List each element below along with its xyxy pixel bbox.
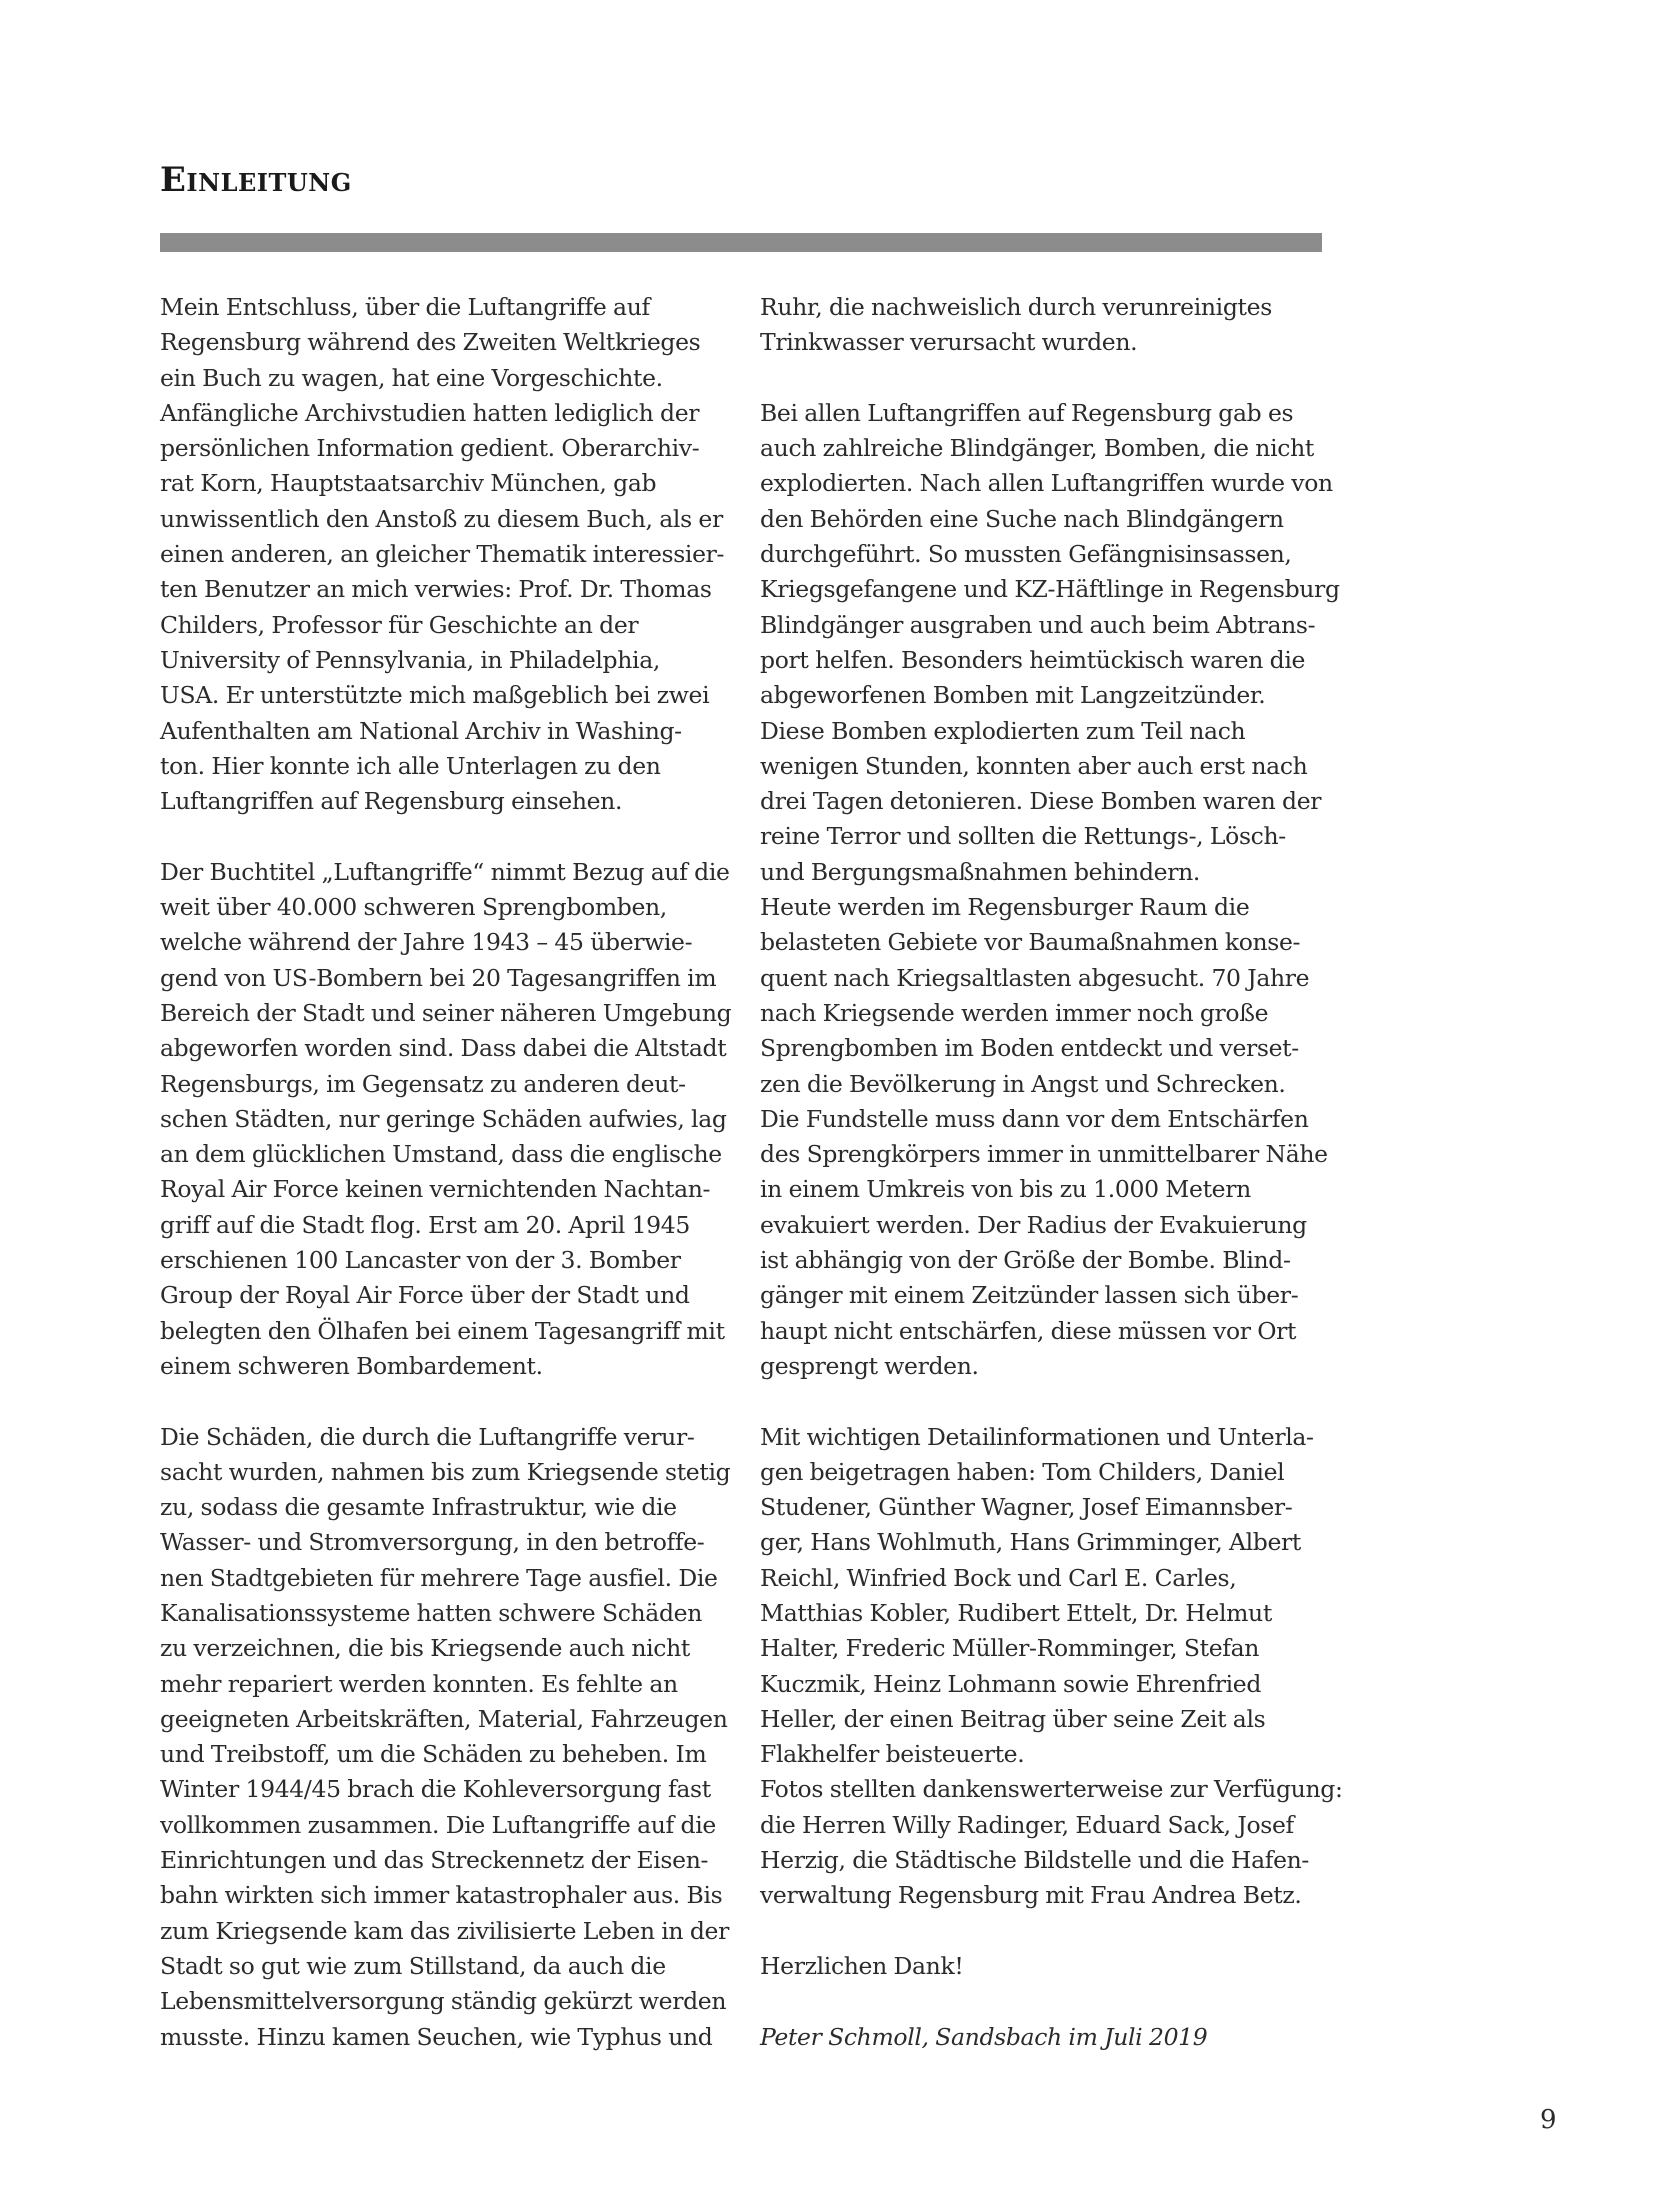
text-line: Regensburg während des Zweiten Weltkrieges — [160, 328, 701, 357]
text-line: nen Stadtgebieten für mehrere Tage ausfiel. Die — [160, 1563, 718, 1592]
text-line: wenigen Stunden, konnten aber auch erst nach — [760, 751, 1308, 780]
text-line: Trinkwasser verursacht wurden. — [760, 328, 1138, 357]
text-line: Mein Entschluss, über die Luftangriffe auf — [160, 293, 650, 321]
text-line: und Treibstoff, um die Schäden zu beheben. Im — [160, 1740, 707, 1769]
text-line: musste. Hinzu kamen Seuchen, wie Typhus und — [160, 2022, 713, 2051]
text-line: explodierten. Nach allen Luftangriffen wurde von — [760, 469, 1333, 498]
text-line: evakuiert werden. Der Radius der Evakuierung — [760, 1210, 1307, 1239]
text-line: welche während der Jahre 1943 – 45 überwie- — [160, 928, 693, 957]
text-line: zu, sodass die gesamte Infrastruktur, wie die — [160, 1493, 677, 1522]
text-line: port helfen. Besonders heimtückisch waren die — [760, 645, 1306, 674]
text-line: an dem glücklichen Umstand, dass die englische — [160, 1140, 722, 1169]
text-line: Die Schäden, die durch die Luftangriffe verur- — [160, 1422, 695, 1451]
left-column — [160, 290, 740, 2055]
text-line: Kriegsgefangene und KZ-Häftlinge in Regensburg — [760, 575, 1340, 604]
text-line: Herzlichen Dank! — [760, 1951, 964, 1980]
text-line: zen die Bevölkerung in Angst und Schrecken. — [760, 1069, 1286, 1098]
text-line: Kuczmik, Heinz Lohmann sowie Ehrenfried — [760, 1669, 1262, 1698]
paragraph — [760, 290, 1340, 361]
text-line: Fotos stellten dankenswerterweise zur Verfügung: — [760, 1775, 1343, 1804]
text-line: durchgeführt. So mussten Gefängnisinsassen, — [760, 540, 1292, 569]
text-line: vollkommen zusammen. Die Luftangriffe auf die — [160, 1810, 716, 1839]
text-line: schen Städten, nur geringe Schäden aufwies, lag — [160, 1104, 727, 1133]
text-line: Regensburgs, im Gegensatz zu anderen deut- — [160, 1069, 686, 1098]
text-line: Herzig, die Städtische Bildstelle und die Hafen- — [760, 1846, 1310, 1875]
text-line: USA. Er unterstützte mich maßgeblich bei zwei — [160, 681, 710, 710]
text-line: Heute werden im Regensburger Raum die — [760, 893, 1250, 922]
text-line: Winter 1944/45 brach die Kohleversorgung fast — [160, 1775, 711, 1804]
text-line: Der Buchtitel „Luftangriffe“ nimmt Bezug auf die — [160, 857, 730, 886]
paragraph — [760, 1420, 1343, 1914]
paragraph — [160, 290, 740, 819]
text-line: Aufenthalten am National Archiv in Washing- — [160, 716, 682, 745]
text-line: verwaltung Regensburg mit Frau Andrea Betz. — [760, 1881, 1302, 1910]
text-line: Kanalisationssysteme hatten schwere Schäden — [160, 1598, 702, 1627]
text-line: Bereich der Stadt und seiner näheren Umgebung — [160, 998, 732, 1027]
text-line: Mit wichtigen Detailinformationen und Unterla- — [760, 1422, 1314, 1451]
text-line: Luftangriffen auf Regensburg einsehen. — [160, 787, 623, 816]
text-line: Blindgänger ausgraben und auch beim Abtrans- — [760, 610, 1316, 639]
text-line: abgeworfen worden sind. Dass dabei die Altstadt — [160, 1034, 727, 1063]
text-line: in einem Umkreis von bis zu 1.000 Metern — [760, 1175, 1251, 1204]
text-line: Lebensmittelversorgung ständig gekürzt werden — [160, 1987, 727, 2016]
text-line: den Behörden eine Suche nach Blindgängern — [760, 504, 1284, 533]
text-line: reine Terror und sollten die Rettungs-, Lösch- — [760, 822, 1286, 851]
text-line: einen anderen, an gleicher Thematik interessier- — [160, 540, 725, 569]
text-line: Stadt so gut wie zum Stillstand, da auch die — [160, 1951, 666, 1980]
text-line: griff auf die Stadt flog. Erst am 20. April 1945 — [160, 1210, 690, 1239]
text-line: und Bergungsmaßnahmen behindern. — [760, 857, 1201, 886]
text-line: drei Tagen detonieren. Diese Bomben waren der — [760, 787, 1322, 816]
text-line: ist abhängig von der Größe der Bombe. Blind- — [760, 1246, 1291, 1275]
page-title: Einleitung — [160, 160, 352, 200]
text-line: Diese Bomben explodierten zum Teil nach — [760, 716, 1246, 745]
text-line: unwissentlich den Anstoß zu diesem Buch, als er — [160, 504, 723, 533]
text-line: abgeworfenen Bomben mit Langzeitzünder. — [760, 681, 1266, 710]
text-line: haupt nicht entschärfen, diese müssen vor Ort — [760, 1316, 1297, 1345]
text-line: Studener, Günther Wagner, Josef Eimannsber- — [760, 1493, 1293, 1522]
title-divider — [160, 233, 1322, 252]
text-line: quent nach Kriegsaltlasten abgesucht. 70 Jahre — [760, 963, 1310, 992]
text-line: zu verzeichnen, die bis Kriegsende auch nicht — [160, 1634, 690, 1663]
text-line: Royal Air Force keinen vernichtenden Nachtan- — [160, 1175, 711, 1204]
paragraph — [760, 1949, 1340, 1984]
text-line: gen beigetragen haben: Tom Childers, Daniel — [760, 1457, 1285, 1486]
text-line: ten Benutzer an mich verwies: Prof. Dr. Thomas — [160, 575, 712, 604]
text-line: University of Pennsylvania, in Philadelphia, — [160, 645, 660, 674]
text-line: Einrichtungen und das Streckennetz der Eisen- — [160, 1846, 709, 1875]
text-line: Ruhr, die nachweislich durch verunreinigtes — [760, 293, 1272, 321]
text-line: Matthias Kobler, Rudibert Ettelt, Dr. Helmut — [760, 1598, 1272, 1627]
paragraph — [760, 396, 1340, 1384]
text-line: ger, Hans Wohlmuth, Hans Grimminger, Albert — [760, 1528, 1302, 1557]
text-line: Halter, Frederic Müller-Romminger, Stefan — [760, 1634, 1260, 1663]
text-line: Group der Royal Air Force über der Stadt und — [160, 1281, 690, 1310]
text-line: bahn wirkten sich immer katastrophaler aus. Bis — [160, 1881, 723, 1910]
text-line: geeigneten Arbeitskräften, Material, Fahrzeugen — [160, 1704, 728, 1733]
paragraph — [160, 855, 740, 1384]
text-line: gesprengt werden. — [760, 1351, 979, 1380]
text-line: zum Kriegsende kam das zivilisierte Leben in der — [160, 1916, 729, 1945]
text-line: einem schweren Bombardement. — [160, 1351, 543, 1380]
text-line: mehr repariert werden konnten. Es fehlte an — [160, 1669, 678, 1698]
text-line: Die Fundstelle muss dann vor dem Entschärfen — [760, 1104, 1309, 1133]
text-line: nach Kriegsende werden immer noch große — [760, 998, 1269, 1027]
text-line: gend von US-Bombern bei 20 Tagesangriffen im — [160, 963, 717, 992]
text-line: des Sprengkörpers immer in unmittelbarer Nähe — [760, 1140, 1328, 1169]
text-line: die Herren Willy Radinger, Eduard Sack, Josef — [760, 1810, 1294, 1839]
text-line: erschienen 100 Lancaster von der 3. Bomber — [160, 1246, 681, 1275]
text-line: Flakhelfer beisteuerte. — [760, 1740, 1025, 1769]
text-line: belasteten Gebiete vor Baumaßnahmen konse- — [760, 928, 1301, 957]
paragraph — [160, 1420, 740, 2055]
text-line: auch zahlreiche Blindgänger, Bomben, die nicht — [760, 434, 1314, 463]
text-line: Heller, der einen Beitrag über seine Zeit als — [760, 1704, 1266, 1733]
text-line: Bei allen Luftangriffen auf Regensburg gab es — [760, 398, 1294, 427]
text-line: ein Buch zu wagen, hat eine Vorgeschichte. — [160, 363, 663, 392]
signature: Peter Schmoll, Sandsbach im Juli 2019 — [760, 2022, 1208, 2051]
text-line: weit über 40.000 schweren Sprengbomben, — [160, 893, 667, 922]
text-line: Wasser- und Stromversorgung, in den betroffe- — [160, 1528, 705, 1557]
right-column — [760, 290, 1343, 2055]
text-line: Reichl, Winfried Bock und Carl E. Carles, — [760, 1563, 1237, 1592]
text-line: Anfängliche Archivstudien hatten lediglich der — [160, 398, 700, 427]
text-line: Childers, Professor für Geschichte an der — [160, 610, 639, 639]
text-line: Sprengbomben im Boden entdeckt und verset- — [760, 1034, 1299, 1063]
text-line: belegten den Ölhafen bei einem Tagesangriff mit — [160, 1316, 725, 1345]
text-line: persönlichen Information gedient. Oberarchiv- — [160, 434, 700, 463]
text-line: ton. Hier konnte ich alle Unterlagen zu den — [160, 751, 661, 780]
text-line: gänger mit einem Zeitzünder lassen sich über- — [760, 1281, 1299, 1310]
text-line: sacht wurden, nahmen bis zum Kriegsende stetig — [160, 1457, 731, 1486]
text-line: rat Korn, Hauptstaatsarchiv München, gab — [160, 469, 657, 498]
page-number: 9 — [1540, 2105, 1557, 2135]
